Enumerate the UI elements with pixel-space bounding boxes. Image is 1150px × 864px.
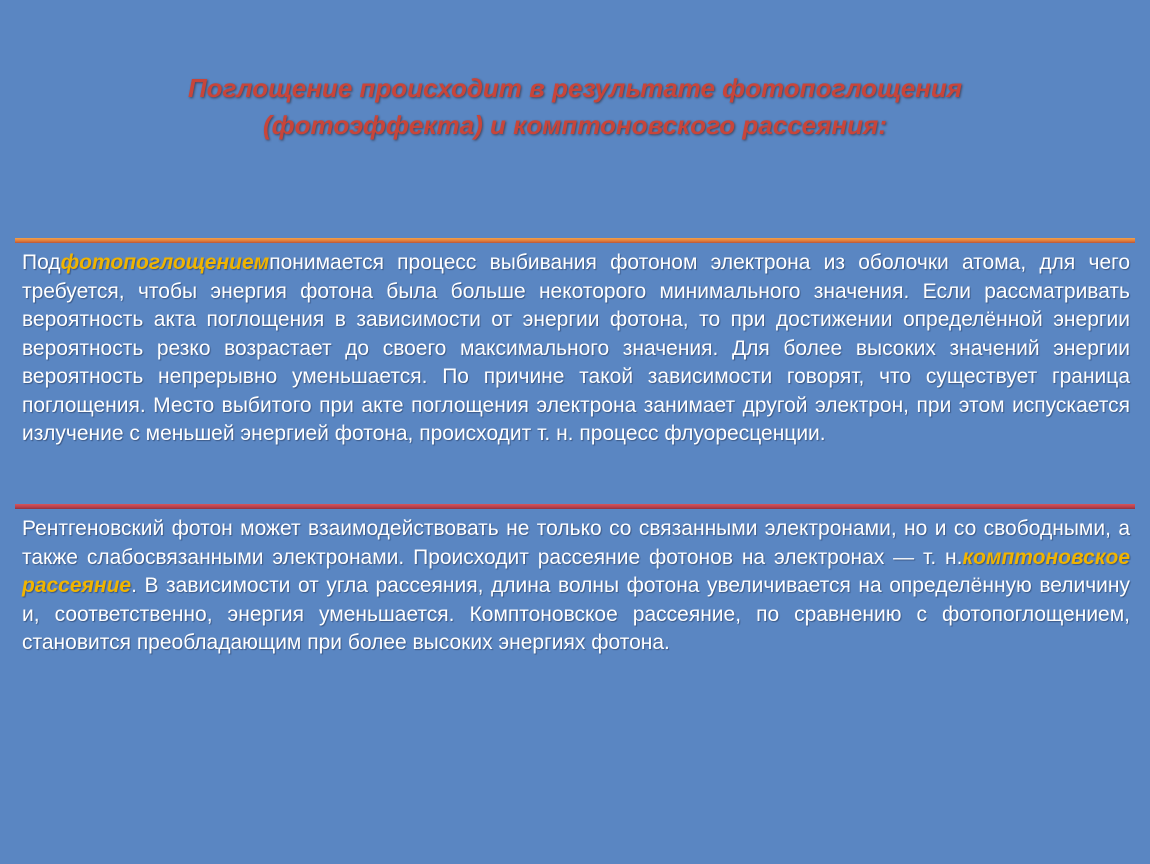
paragraph-photoabsorption	[22, 249, 1130, 449]
paragraph-compton-text: . В зависимости от угла рассеяния, длина волны фотона увеличивается на определённую величину и, соответственно, энергия уменьшается. Комптоновское рассеяние, по сравнению с фотопоглощением, становится преобладающим при более высоких энергиях фотона.	[22, 574, 1130, 654]
paragraph-compton	[22, 515, 1130, 658]
divider-middle	[15, 504, 1135, 509]
paragraph-photoabsorption-text: понимается процесс выбивания фотоном электрона из оболочки атома, для чего требуется, чтобы энергия фотона была больше некоторого минимального значения. Если рассматривать вероятность акта поглощения в зависимости от энергии фотона, то при достижении определённой энергии вероятность резко возрастает до своего максимального значения. Для более высоких значений энергии вероятность непрерывно уменьшается. По причине такой зависимости говорят, что существует граница поглощения. Место выбитого при акте поглощения электрона занимает другой электрон, при этом испускается излучение с меньшей энергией фотона, происходит т. н. процесс флуоресценции.	[22, 251, 1130, 445]
term-photoabsorption: фотопоглощением	[60, 251, 270, 274]
divider-top	[15, 238, 1135, 243]
paragraph-compton-prefix: Рентгеновский фотон может взаимодействовать не только со связанными электронами, но и со свободными, а также слабосвязанными электронами. Происходит рассеяние фотонов на электронах — т. н.	[22, 517, 1130, 569]
paragraph-photoabsorption-prefix: Под	[22, 251, 61, 274]
slide-title: Поглощение происходит в результате фотопоглощения (фотоэффекта) и комптоновского рассеяния:	[187, 73, 963, 140]
term-compton-scattering: комптоновское рассеяние	[22, 545, 1130, 597]
